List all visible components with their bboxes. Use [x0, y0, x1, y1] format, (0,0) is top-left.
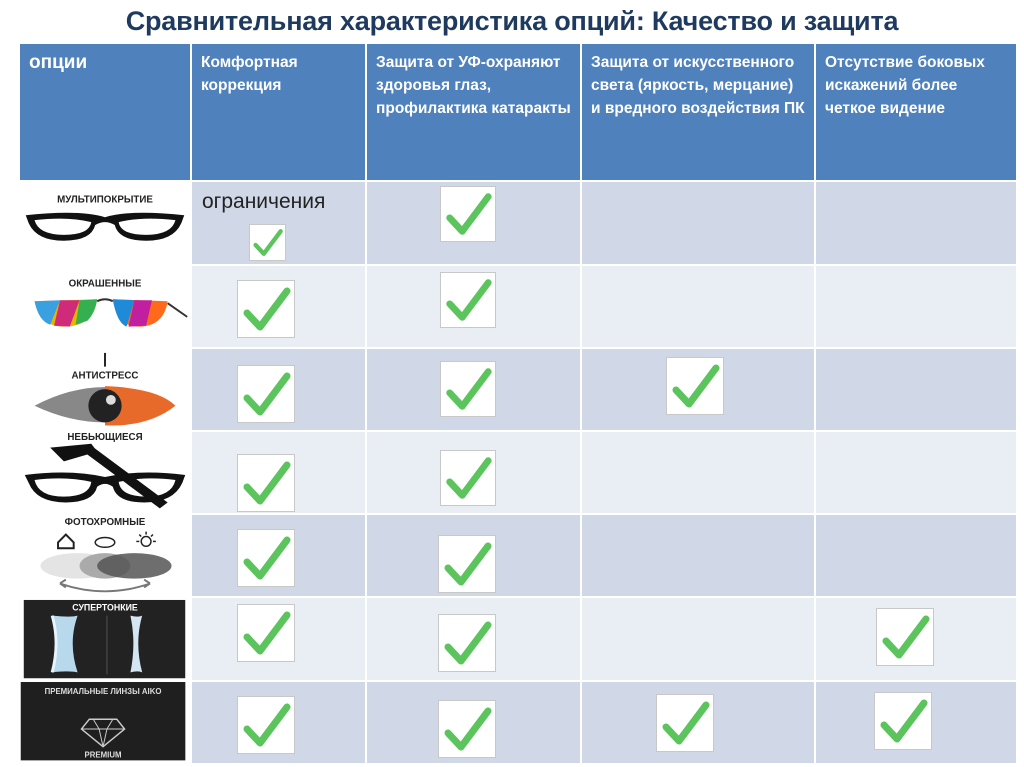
check-icon — [440, 272, 496, 328]
table-row — [19, 514, 1017, 597]
cell-comfort — [191, 431, 366, 514]
lens-profile-icon — [20, 598, 190, 679]
option-label: НЕБЬЮЩИЕСЯ — [67, 432, 143, 443]
cell-uv — [366, 181, 581, 264]
check-icon — [237, 454, 295, 512]
check-icon — [237, 529, 295, 587]
hammer-glasses-icon — [20, 432, 190, 513]
check-icon — [237, 604, 295, 662]
check-icon — [874, 692, 932, 750]
option-antistress — [19, 348, 191, 431]
table-row — [19, 597, 1017, 680]
cell-uv — [366, 597, 581, 680]
cell-uv — [366, 265, 581, 348]
cell-artificial-light — [581, 181, 815, 264]
cell-distortion — [815, 265, 1017, 348]
cell-comfort — [191, 181, 366, 264]
table-header-row — [19, 43, 1017, 181]
table-row — [19, 181, 1017, 264]
sunglasses-icon — [20, 266, 190, 347]
option-unbreakable — [19, 431, 191, 514]
option-label: АНТИСТРЕСС — [71, 370, 139, 382]
check-icon — [438, 700, 496, 758]
cell-artificial-light — [581, 514, 815, 597]
cell-artificial-light — [581, 681, 815, 764]
cell-distortion — [815, 514, 1017, 597]
table-row — [19, 431, 1017, 514]
option-label: СУПЕРТОНКИЕ — [72, 603, 138, 614]
option-multicoating — [19, 181, 191, 264]
cell-comfort — [191, 348, 366, 431]
option-label: МУЛЬТИПОКРЫТИЕ — [57, 194, 153, 206]
check-icon — [440, 186, 496, 242]
cell-distortion — [815, 348, 1017, 431]
option-tinted — [19, 265, 191, 348]
option-label: ОКРАШЕННЫЕ — [68, 278, 142, 290]
cell-comfort — [191, 514, 366, 597]
header-uv-protection: Защита от УФ-охраняют здоровья глаз, профилактика катаракты — [366, 43, 581, 181]
cell-distortion — [815, 597, 1017, 680]
header-comfort-correction: Комфортная коррекция — [191, 43, 366, 181]
check-icon — [440, 450, 496, 506]
cell-artificial-light — [581, 597, 815, 680]
cell-uv — [366, 514, 581, 597]
option-label: ПРЕМИАЛЬНЫЕ ЛИНЗЫ AIKO — [44, 686, 162, 696]
check-icon — [666, 357, 724, 415]
check-icon — [438, 614, 496, 672]
table-row — [19, 265, 1017, 348]
header-no-side-distortion: Отсутствие боковых искажений более четкое видение — [815, 43, 1017, 181]
header-artificial-light-protection: Защита от искусственного света (яркость, мерцание) и вредного воздействия ПК — [581, 43, 815, 181]
check-icon — [438, 535, 496, 593]
check-icon — [237, 280, 295, 338]
option-photochromic — [19, 514, 191, 597]
comparison-table — [18, 42, 1018, 765]
cell-comfort — [191, 597, 366, 680]
header-options: опции — [19, 43, 191, 181]
table-row — [19, 348, 1017, 431]
cell-artificial-light — [581, 431, 815, 514]
eye-icon — [20, 349, 190, 430]
table-row — [19, 681, 1017, 764]
check-icon — [237, 365, 295, 423]
page-title: Сравнительная характеристика опций: Качество и защита — [125, 6, 899, 36]
option-premium-aiko — [19, 681, 191, 764]
cell-artificial-light — [581, 348, 815, 431]
check-icon — [876, 608, 934, 666]
restriction-note: ограничения — [202, 190, 326, 214]
check-icon — [440, 361, 496, 417]
diamond-icon — [20, 682, 190, 763]
cell-comfort — [191, 681, 366, 764]
photochromic-icon — [20, 515, 190, 596]
option-superthin — [19, 597, 191, 680]
check-icon — [249, 224, 286, 261]
check-icon — [237, 696, 295, 754]
cell-distortion — [815, 681, 1017, 764]
option-sublabel: PREMIUM — [84, 750, 122, 760]
cell-comfort — [191, 265, 366, 348]
check-icon — [656, 694, 714, 752]
cell-artificial-light — [581, 265, 815, 348]
cell-uv — [366, 431, 581, 514]
cell-distortion — [815, 181, 1017, 264]
glasses-icon — [20, 182, 190, 263]
cell-uv — [366, 348, 581, 431]
option-label: ФОТОХРОМНЫЕ — [64, 517, 146, 529]
cell-distortion — [815, 431, 1017, 514]
cell-uv — [366, 681, 581, 764]
